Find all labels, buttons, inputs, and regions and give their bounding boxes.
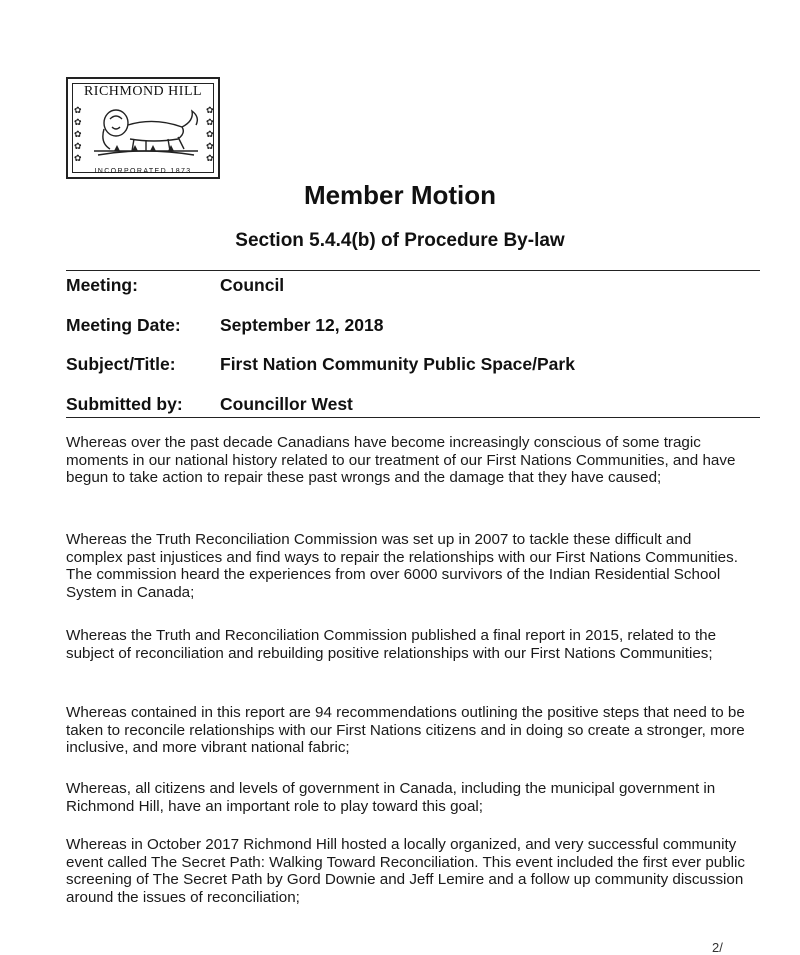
richmond-hill-logo bbox=[66, 77, 220, 179]
lion-crest-icon bbox=[74, 103, 216, 161]
svg-text:✿: ✿ bbox=[74, 118, 82, 128]
bottom-divider bbox=[66, 417, 760, 418]
subject-value: First Nation Community Public Space/Park bbox=[220, 354, 575, 374]
paragraph: Whereas, all citizens and levels of government in Canada, including the municipal government in Richmond Hill, have an important role to play toward this goal; bbox=[66, 780, 716, 815]
svg-text:✿: ✿ bbox=[206, 106, 214, 116]
svg-text:✿: ✿ bbox=[74, 130, 82, 140]
logo-title: RICHMOND HILL bbox=[83, 84, 203, 99]
top-divider bbox=[66, 270, 760, 271]
paragraph: Whereas contained in this report are 94 recommendations outlining the positive steps that need to be taken to reconcile relationships with our First Nations citizens and in doing so create a stronger, more inclusive, and more vibrant national fabric; bbox=[66, 704, 745, 757]
page-subtitle: Section 5.4.4(b) of Procedure By-law bbox=[235, 230, 565, 251]
paragraph: Whereas the Truth and Reconciliation Commission published a final report in 2015, related to the subject of reconciliation and rebuilding positive relationships with our First Nations Communities; bbox=[66, 627, 717, 662]
svg-text:✿: ✿ bbox=[206, 130, 214, 140]
meeting-label: Meeting: bbox=[66, 275, 138, 295]
paragraph: Whereas the Truth Reconciliation Commission was set up in 2007 to tackle these difficult and complex past injustices and find ways to repair the relationships with our First Nations Communities. The commission heard the experiences from over 6000 survivors of the Indian Residential School System in Canada; bbox=[66, 531, 738, 601]
page-number: 2/ bbox=[712, 940, 723, 955]
subject-label: Subject/Title: bbox=[66, 354, 176, 374]
meeting-date-value: September 12, 2018 bbox=[220, 315, 384, 335]
svg-text:✿: ✿ bbox=[74, 142, 82, 152]
svg-text:✿: ✿ bbox=[206, 118, 214, 128]
paragraph: Whereas over the past decade Canadians have become increasingly conscious of some tragic moments in our national history related to our treatment of our First Nations Communities, and have begun to take action to repair these past wrongs and the damage that they have caused; bbox=[66, 434, 736, 487]
meta-row-date bbox=[66, 315, 383, 336]
meeting-date-label: Meeting Date: bbox=[66, 315, 181, 335]
meeting-value: Council bbox=[220, 275, 285, 295]
submitted-value: Councillor West bbox=[220, 394, 353, 414]
svg-text:✿: ✿ bbox=[74, 106, 82, 116]
meta-row-submitted bbox=[66, 394, 353, 415]
submitted-label: Submitted by: bbox=[66, 394, 183, 414]
logo-footer: INCORPORATED 1873 bbox=[94, 168, 192, 175]
svg-text:✿: ✿ bbox=[206, 154, 214, 161]
paragraph: Whereas in October 2017 Richmond Hill hosted a locally organized, and very successful community event called The Secret Path: Walking Toward Reconciliation. This event included the first ever public screening of The Secret Path by Gord Downie and Jeff Lemire and a follow up community discussion around the issues of reconciliation; bbox=[66, 836, 746, 906]
meta-row-subject bbox=[66, 354, 575, 375]
svg-text:✿: ✿ bbox=[74, 154, 82, 161]
svg-text:✿: ✿ bbox=[206, 142, 214, 152]
meta-row-meeting bbox=[66, 275, 284, 296]
page-title: Member Motion bbox=[303, 180, 497, 210]
